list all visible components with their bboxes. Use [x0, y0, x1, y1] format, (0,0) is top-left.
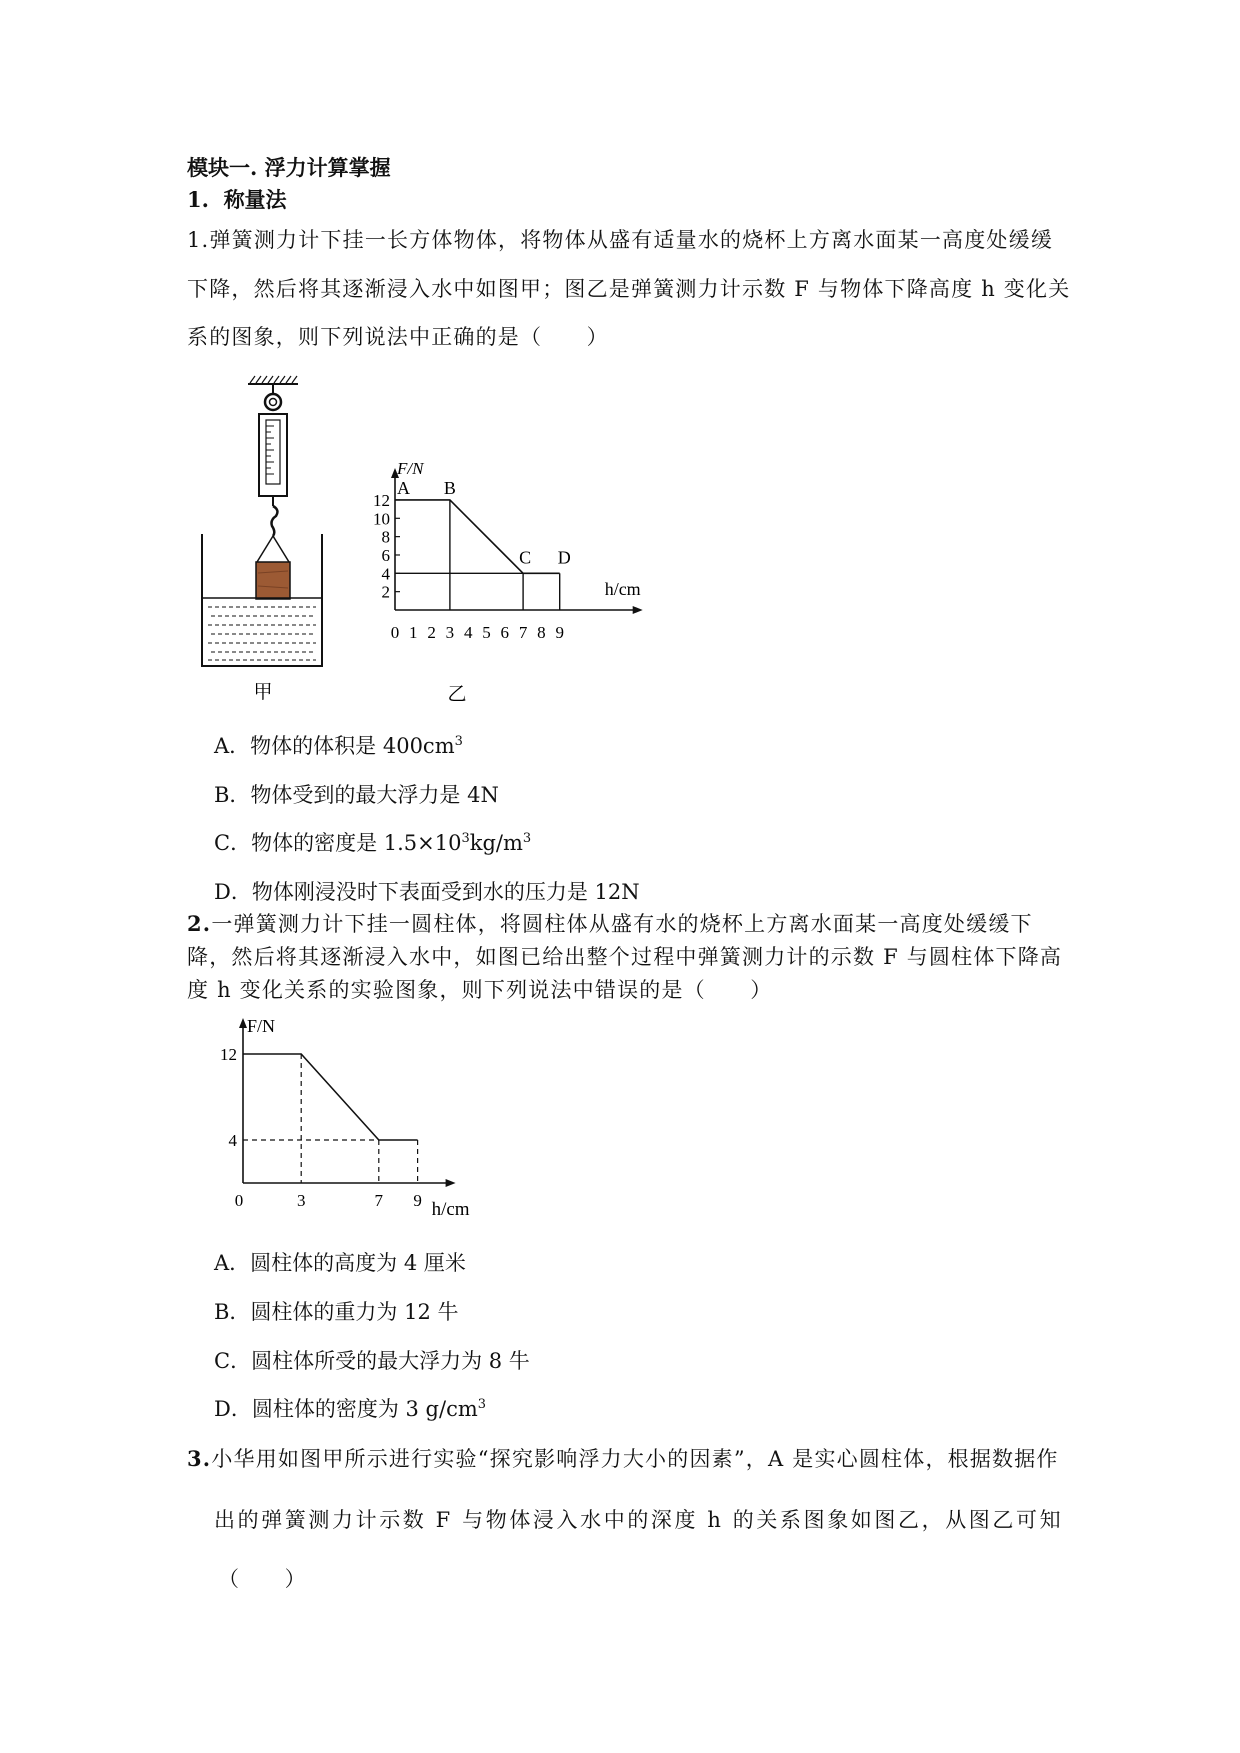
option-text: 圆柱体的密度为 3 g/cm	[251, 1397, 478, 1421]
x-tick-label: 6	[500, 623, 510, 642]
option-sup2: 3	[522, 831, 532, 846]
q2-option-a	[214, 1251, 466, 1275]
q2-text-1: 一弹簧测力计下挂一圆柱体，将圆柱体从盛有水的烧杯上方离水面某一高度处缓缓下	[211, 912, 1033, 936]
option-text: 圆柱体的高度为 4 厘米	[250, 1251, 466, 1275]
x-tick-label: 7	[374, 1191, 384, 1210]
y-axis-arrow	[239, 1018, 247, 1028]
chart-yi	[350, 458, 680, 705]
q2-line-3: 度 h 变化关系的实验图象，则下列说法中错误的是（ ）	[187, 978, 773, 1002]
figure-yi-caption: 乙	[447, 684, 467, 705]
q3-text-1: 小华用如图甲所示进行实验“探究影响浮力大小的因素”，A 是实心圆柱体，根据数据作	[211, 1447, 1059, 1471]
y-tick-label: 8	[381, 527, 390, 547]
q2-option-c	[214, 1349, 530, 1373]
x-axis-label: h/cm	[431, 1199, 470, 1220]
q3-line-1	[187, 1447, 1059, 1471]
option-text-after: kg/m	[469, 831, 523, 855]
q2-line-1	[187, 912, 1033, 936]
figure-jia-caption: 甲	[253, 682, 273, 703]
q1-line-1	[187, 228, 1053, 252]
x-tick-label: 3	[296, 1191, 306, 1210]
x-tick-label: 9	[555, 623, 564, 642]
option-text: 物体受到的最大浮力是 4N	[250, 783, 499, 807]
series-line	[395, 500, 560, 573]
q1-option-a	[214, 734, 463, 758]
section-title: 称量法	[223, 187, 287, 212]
q1-line-3: 系的图象，则下列说法中正确的是（ ）	[187, 325, 609, 349]
y-tick-label: 10	[373, 509, 390, 529]
option-label: C．	[214, 1349, 252, 1373]
q2-number: 2.	[187, 911, 212, 936]
option-label: B．	[214, 1300, 251, 1324]
section-number: 1.	[187, 187, 209, 212]
x-tick-label: 0	[390, 623, 400, 642]
option-label: B．	[214, 783, 251, 807]
q1-text-1: 弹簧测力计下挂一长方体物体，将物体从盛有适量水的烧杯上方离水面某一高度处缓缓	[209, 228, 1054, 252]
x-tick-label: 1	[409, 623, 418, 642]
q3-line-3: （ ）	[218, 1567, 307, 1591]
y-axis-label: F/N	[397, 458, 424, 478]
option-text: 圆柱体的重力为 12 牛	[250, 1300, 459, 1324]
q3-line-2: 出的弹簧测力计示数 F 与物体浸入水中的深度 h 的关系图象如图乙，从图乙可知	[214, 1508, 1064, 1532]
q1-line-2: 下降，然后将其逐渐浸入水中如图甲；图乙是弹簧测力计示数 F 与物体下降高度 h 变化关	[187, 277, 1071, 301]
q1-option-d	[214, 880, 640, 904]
figure-jia-apparatus	[200, 370, 360, 705]
q3-number: 3.	[187, 1446, 212, 1471]
x-tick-label: 3	[445, 623, 455, 642]
option-label: D．	[214, 880, 252, 904]
q1-option-b	[214, 783, 499, 807]
option-label: A．	[214, 734, 251, 758]
y-tick-label: 12	[220, 1045, 237, 1064]
option-sup: 3	[461, 831, 470, 846]
y-tick-label: 12	[373, 490, 390, 510]
x-axis-label: h/cm	[604, 579, 641, 599]
x-tick-label: 7	[518, 623, 528, 642]
option-text: 物体的密度是 1.5×10	[251, 831, 462, 855]
option-label: D．	[214, 1397, 252, 1421]
option-sup: 3	[477, 1397, 487, 1412]
y-tick-label: 6	[381, 545, 390, 565]
x-tick-label: 8	[537, 623, 546, 642]
x-tick-label: 0	[234, 1191, 244, 1210]
q2-line-2: 降，然后将其逐渐浸入水中，如图已给出整个过程中弹簧测力计的示数 F 与圆柱体下降高	[187, 945, 1063, 969]
x-tick-label: 5	[482, 623, 491, 642]
q2-option-d	[214, 1397, 486, 1421]
y-axis-label: F/N	[247, 1016, 276, 1036]
point-label-a: A	[397, 477, 410, 498]
point-label-b: B	[443, 477, 456, 498]
y-tick-label: 4	[381, 564, 390, 584]
point-label-c: C	[519, 547, 532, 568]
option-label: C．	[214, 831, 252, 855]
chart-q2	[200, 1008, 470, 1233]
section-heading	[187, 188, 287, 212]
x-axis-arrow	[446, 1179, 456, 1187]
x-tick-label: 2	[427, 623, 436, 642]
x-tick-label: 9	[413, 1191, 422, 1210]
option-text: 圆柱体所受的最大浮力为 8 牛	[251, 1349, 530, 1373]
q1-option-c	[214, 831, 531, 855]
x-tick-label: 4	[463, 623, 473, 642]
option-text: 物体的体积是 400cm	[250, 734, 455, 758]
q2-option-b	[214, 1300, 459, 1324]
option-label: A．	[214, 1251, 251, 1275]
q1-number: 1.	[187, 228, 210, 252]
option-text: 物体刚浸没时下表面受到水的压力是 12N	[251, 880, 640, 904]
series-line	[243, 1054, 418, 1140]
y-tick-label: 2	[381, 582, 390, 602]
point-label-d: D	[557, 547, 571, 568]
y-tick-label: 4	[228, 1131, 237, 1150]
option-sup: 3	[454, 734, 463, 749]
module-title: 模块一. 浮力计算掌握	[187, 155, 391, 180]
x-axis-arrow	[633, 606, 643, 614]
